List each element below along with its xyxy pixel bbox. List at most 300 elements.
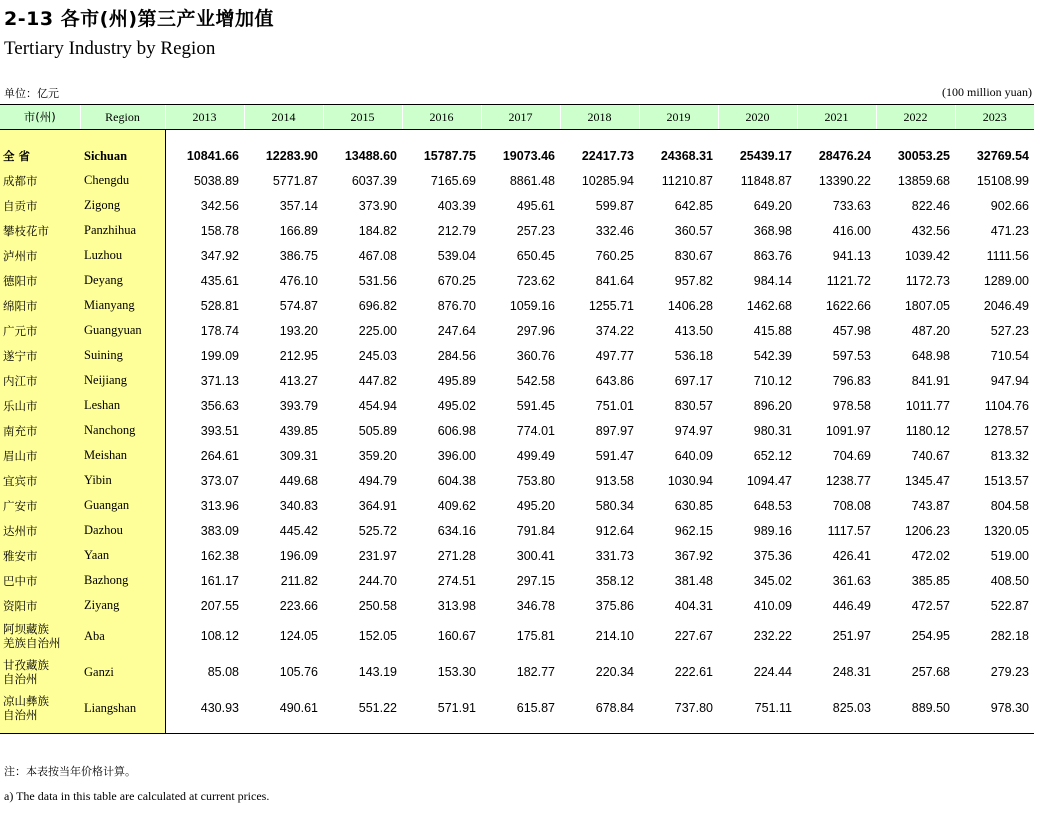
region-name-cn: 内江市: [0, 368, 80, 393]
region-name-cn: 雅安市: [0, 543, 80, 568]
value-cell: 371.13: [200, 373, 239, 388]
value-cell: 978.58: [832, 398, 871, 413]
value-cell: 439.85: [279, 423, 318, 438]
value-cell: 1320.05: [983, 523, 1029, 538]
value-cell: 15108.99: [976, 173, 1029, 188]
value-cell: 30053.25: [897, 149, 950, 163]
value-cell: 648.98: [911, 348, 950, 363]
value-cell: 193.20: [279, 323, 318, 338]
value-cell: 449.68: [279, 473, 318, 488]
value-cell: 495.02: [437, 398, 476, 413]
region-name-cn: 泸州市: [0, 243, 80, 268]
value-cell: 224.44: [753, 665, 792, 679]
column-header-year: 2016: [402, 105, 481, 130]
value-cell: 447.82: [358, 373, 397, 388]
column-header-year: 2017: [481, 105, 560, 130]
value-cell: 1180.12: [905, 423, 950, 438]
value-cell: 25439.17: [739, 149, 792, 163]
value-cell: 413.27: [279, 373, 318, 388]
region-name-en: Ganzi: [80, 654, 165, 690]
value-cell: 791.84: [516, 523, 555, 538]
value-cell: 551.22: [358, 701, 397, 715]
value-cell: 1513.57: [983, 473, 1029, 488]
value-cell: 182.77: [516, 665, 555, 679]
value-cell: 642.85: [674, 198, 713, 213]
value-cell: 737.80: [674, 701, 713, 715]
column-header-year: 2022: [876, 105, 955, 130]
value-cell: 1345.47: [904, 473, 950, 488]
region-name-en: Yibin: [80, 468, 165, 493]
value-cell: 178.74: [200, 323, 239, 338]
value-cell: 774.01: [516, 423, 555, 438]
value-cell: 358.12: [595, 573, 634, 588]
value-cell: 1104.76: [984, 398, 1029, 413]
column-header-year: 2018: [560, 105, 639, 130]
table-row: [0, 268, 1034, 293]
value-cell: 1059.16: [509, 298, 555, 313]
value-cell: 432.56: [911, 223, 950, 238]
table-row: [0, 193, 1034, 218]
value-cell: 347.92: [200, 248, 239, 263]
region-name-en: Nanchong: [80, 418, 165, 443]
value-cell: 373.07: [200, 473, 239, 488]
value-cell: 751.01: [595, 398, 634, 413]
value-cell: 313.98: [437, 598, 476, 613]
value-cell: 740.67: [911, 448, 950, 463]
value-cell: 409.62: [437, 498, 476, 513]
value-cell: 32769.54: [976, 149, 1029, 163]
value-cell: 108.12: [200, 629, 239, 643]
region-name-en: Sichuan: [80, 144, 165, 168]
table-row: [0, 318, 1034, 343]
value-cell: 897.97: [595, 423, 634, 438]
value-cell: 313.96: [200, 498, 239, 513]
value-cell: 648.53: [753, 498, 792, 513]
value-cell: 8861.48: [509, 173, 555, 188]
value-cell: 381.48: [674, 573, 713, 588]
value-cell: 257.68: [911, 665, 950, 679]
value-cell: 913.58: [595, 473, 634, 488]
value-cell: 250.58: [358, 598, 397, 613]
region-name-cn-line: 阿坝藏族: [3, 622, 49, 636]
value-cell: 11210.87: [661, 173, 713, 188]
value-cell: 528.81: [200, 298, 239, 313]
value-cell: 536.18: [674, 348, 713, 363]
value-cell: 396.00: [437, 448, 476, 463]
value-cell: 10841.66: [186, 149, 239, 163]
region-name-cn: 德阳市: [0, 268, 80, 293]
region-name-en: Dazhou: [80, 518, 165, 543]
region-name-cn: 巴中市: [0, 568, 80, 593]
value-cell: 374.22: [595, 323, 634, 338]
value-cell: 652.12: [753, 448, 792, 463]
value-cell: 223.66: [279, 598, 318, 613]
value-cell: 24368.31: [660, 149, 713, 163]
value-cell: 1091.97: [825, 423, 871, 438]
region-name-cn-line: 自治州: [3, 672, 38, 686]
value-cell: 297.15: [516, 573, 555, 588]
value-cell: 284.56: [437, 348, 476, 363]
region-name-cn: 遂宁市: [0, 343, 80, 368]
value-cell: 342.56: [200, 198, 239, 213]
value-cell: 385.85: [911, 573, 950, 588]
value-cell: 346.78: [516, 598, 555, 613]
value-cell: 710.54: [990, 348, 1029, 363]
value-cell: 214.10: [595, 629, 634, 643]
value-cell: 591.47: [595, 448, 634, 463]
value-cell: 753.80: [516, 473, 555, 488]
value-cell: 487.20: [911, 323, 950, 338]
column-header-year: 2020: [718, 105, 797, 130]
value-cell: 525.72: [358, 523, 397, 538]
region-name-en: Suining: [80, 343, 165, 368]
value-cell: 825.03: [832, 701, 871, 715]
value-cell: 7165.69: [430, 173, 476, 188]
region-name-en: Bazhong: [80, 568, 165, 593]
value-cell: 467.08: [358, 248, 397, 263]
value-cell: 10285.94: [581, 173, 634, 188]
value-cell: 539.04: [437, 248, 476, 263]
value-cell: 211.82: [280, 573, 318, 588]
value-cell: 522.87: [990, 598, 1029, 613]
region-name-en: Deyang: [80, 268, 165, 293]
table-row: [0, 518, 1034, 543]
value-cell: 457.98: [832, 323, 871, 338]
table-row: [0, 243, 1034, 268]
table-body: [0, 130, 1034, 734]
value-cell: 1011.77: [905, 398, 950, 413]
value-cell: 361.63: [832, 573, 871, 588]
value-cell: 386.75: [279, 248, 318, 263]
value-cell: 309.31: [279, 448, 318, 463]
column-header-year: 2019: [639, 105, 718, 130]
table-row: [0, 618, 1034, 654]
value-cell: 902.66: [990, 198, 1029, 213]
column-header-region-en: Region: [80, 105, 165, 130]
value-cell: 373.90: [358, 198, 397, 213]
table-row: [0, 493, 1034, 518]
value-cell: 279.23: [990, 665, 1029, 679]
value-cell: 454.94: [358, 398, 397, 413]
value-cell: 393.51: [200, 423, 239, 438]
value-cell: 393.79: [279, 398, 318, 413]
table-row: [0, 468, 1034, 493]
table-row: [0, 393, 1034, 418]
value-cell: 984.14: [753, 273, 792, 288]
data-table-container: [0, 104, 1034, 734]
value-cell: 360.57: [674, 223, 713, 238]
value-cell: 640.09: [674, 448, 713, 463]
value-cell: 497.77: [595, 348, 634, 363]
column-header-year: 2013: [165, 105, 244, 130]
value-cell: 199.09: [200, 348, 239, 363]
value-cell: 12283.90: [265, 149, 318, 163]
value-cell: 220.34: [595, 665, 634, 679]
value-cell: 13859.68: [897, 173, 950, 188]
spacer-row: [0, 130, 1034, 145]
value-cell: 830.57: [674, 398, 713, 413]
value-cell: 863.76: [753, 248, 792, 263]
value-cell: 495.20: [516, 498, 555, 513]
value-cell: 332.46: [595, 223, 634, 238]
value-cell: 505.89: [358, 423, 397, 438]
value-cell: 974.97: [674, 423, 713, 438]
value-cell: 375.86: [595, 598, 634, 613]
value-cell: 13488.60: [344, 149, 397, 163]
region-name-en: Panzhihua: [80, 218, 165, 243]
table-title-cn: 2-13 各市(州)第三产业增加值: [4, 8, 275, 30]
value-cell: 375.36: [753, 548, 792, 563]
value-cell: 760.25: [595, 248, 634, 263]
value-cell: 416.00: [832, 223, 871, 238]
value-cell: 490.61: [279, 701, 318, 715]
column-header-year: 2015: [323, 105, 402, 130]
value-cell: 160.67: [437, 629, 476, 643]
value-cell: 1094.47: [746, 473, 792, 488]
value-cell: 247.64: [437, 323, 476, 338]
value-cell: 2046.49: [983, 298, 1029, 313]
value-cell: 413.50: [674, 323, 713, 338]
value-cell: 527.23: [990, 323, 1029, 338]
region-name-cn: [0, 690, 80, 726]
region-name-en: Neijiang: [80, 368, 165, 393]
value-cell: 650.45: [516, 248, 555, 263]
table-row: [0, 368, 1034, 393]
value-cell: 19073.46: [502, 149, 555, 163]
value-cell: 105.76: [279, 665, 318, 679]
value-cell: 876.70: [437, 298, 476, 313]
value-cell: 599.87: [595, 198, 634, 213]
footnote-en: a) The data in this table are calculated at current prices.: [4, 789, 270, 803]
value-cell: 696.82: [358, 298, 397, 313]
region-name-cn: 广安市: [0, 493, 80, 518]
value-cell: 403.39: [437, 198, 476, 213]
value-cell: 22417.73: [581, 149, 634, 163]
value-cell: 426.41: [832, 548, 871, 563]
value-cell: 254.95: [911, 629, 950, 643]
table-row: [0, 654, 1034, 690]
value-cell: 359.20: [358, 448, 397, 463]
value-cell: 15787.75: [423, 149, 476, 163]
value-cell: 591.45: [516, 398, 555, 413]
value-cell: 978.30: [990, 701, 1029, 715]
value-cell: 1278.57: [983, 423, 1029, 438]
value-cell: 166.89: [279, 223, 318, 238]
value-cell: 542.39: [753, 348, 792, 363]
table-row: [0, 293, 1034, 318]
value-cell: 597.53: [832, 348, 871, 363]
value-cell: 1206.23: [904, 523, 950, 538]
value-cell: 274.51: [437, 573, 476, 588]
value-cell: 912.64: [595, 523, 634, 538]
value-cell: 408.50: [990, 573, 1029, 588]
value-cell: 604.38: [437, 473, 476, 488]
value-cell: 271.28: [437, 548, 476, 563]
region-name-en: Guangyuan: [80, 318, 165, 343]
value-cell: 300.41: [516, 548, 555, 563]
value-cell: 430.93: [200, 701, 239, 715]
value-cell: 1622.66: [825, 298, 871, 313]
value-cell: 161.17: [200, 573, 239, 588]
value-cell: 11848.87: [740, 173, 792, 188]
unit-label-en: (100 million yuan): [942, 85, 1032, 99]
value-cell: 257.23: [516, 223, 555, 238]
value-cell: 830.67: [674, 248, 713, 263]
region-name-cn: 资阳市: [0, 593, 80, 618]
region-name-cn: [0, 654, 80, 690]
region-name-en: Leshan: [80, 393, 165, 418]
value-cell: 494.79: [358, 473, 397, 488]
value-cell: 989.16: [753, 523, 792, 538]
value-cell: 85.08: [207, 665, 239, 679]
value-cell: 649.20: [753, 198, 792, 213]
region-name-cn: 绵阳市: [0, 293, 80, 318]
value-cell: 383.09: [200, 523, 239, 538]
value-cell: 5038.89: [193, 173, 239, 188]
value-cell: 212.95: [279, 348, 318, 363]
region-name-cn: 广元市: [0, 318, 80, 343]
value-cell: 245.03: [358, 348, 397, 363]
value-cell: 360.76: [516, 348, 555, 363]
value-cell: 962.15: [674, 523, 713, 538]
value-cell: 723.62: [516, 273, 555, 288]
value-cell: 264.61: [200, 448, 239, 463]
value-cell: 643.86: [595, 373, 634, 388]
region-name-en: Zigong: [80, 193, 165, 218]
value-cell: 175.81: [516, 629, 555, 643]
value-cell: 158.78: [200, 223, 239, 238]
value-cell: 751.11: [754, 701, 792, 715]
value-cell: 733.63: [832, 198, 871, 213]
table-row: [0, 690, 1034, 726]
value-cell: 231.97: [358, 548, 397, 563]
column-header-year: 2021: [797, 105, 876, 130]
value-cell: 345.02: [753, 573, 792, 588]
value-cell: 495.61: [516, 198, 555, 213]
footnote-cn: 注：本表按当年价格计算。: [4, 765, 136, 778]
value-cell: 222.61: [674, 665, 713, 679]
table-row: [0, 593, 1034, 618]
value-cell: 28476.24: [818, 149, 871, 163]
value-cell: 364.91: [358, 498, 397, 513]
table-row: [0, 443, 1034, 468]
column-header-year: 2014: [244, 105, 323, 130]
value-cell: 704.69: [832, 448, 871, 463]
value-cell: 841.91: [911, 373, 950, 388]
value-cell: 196.09: [279, 548, 318, 563]
value-cell: 225.00: [358, 323, 397, 338]
region-name-cn: 全 省: [0, 144, 80, 168]
value-cell: 446.49: [832, 598, 871, 613]
region-name-en: Ziyang: [80, 593, 165, 618]
value-cell: 1111.56: [986, 248, 1029, 263]
value-cell: 153.30: [437, 665, 476, 679]
value-cell: 1255.71: [588, 298, 634, 313]
region-name-cn: [0, 618, 80, 654]
value-cell: 495.89: [437, 373, 476, 388]
value-cell: 232.22: [753, 629, 792, 643]
tertiary-industry-table: [0, 104, 1034, 734]
value-cell: 574.87: [279, 298, 318, 313]
value-cell: 678.84: [595, 701, 634, 715]
value-cell: 472.02: [911, 548, 950, 563]
value-cell: 957.82: [674, 273, 713, 288]
spacer-row: [0, 726, 1034, 734]
value-cell: 710.12: [753, 373, 792, 388]
value-cell: 368.98: [753, 223, 792, 238]
value-cell: 435.61: [200, 273, 239, 288]
value-cell: 1039.42: [904, 248, 950, 263]
value-cell: 670.25: [437, 273, 476, 288]
value-cell: 207.55: [200, 598, 239, 613]
table-row: [0, 168, 1034, 193]
value-cell: 212.79: [437, 223, 476, 238]
value-cell: 519.00: [990, 548, 1029, 563]
value-cell: 697.17: [674, 373, 713, 388]
region-name-en: Mianyang: [80, 293, 165, 318]
column-header-region-cn: 市(州): [0, 105, 80, 130]
region-name-cn-line: 自治州: [3, 708, 38, 722]
table-row: [0, 418, 1034, 443]
value-cell: 841.64: [595, 273, 634, 288]
region-name-en: Meishan: [80, 443, 165, 468]
column-header-year: 2023: [955, 105, 1034, 130]
value-cell: 1121.72: [826, 273, 871, 288]
value-cell: 1172.73: [905, 273, 950, 288]
value-cell: 13390.22: [818, 173, 871, 188]
value-cell: 357.14: [279, 198, 318, 213]
region-name-en: Guangan: [80, 493, 165, 518]
region-name-cn: 攀枝花市: [0, 218, 80, 243]
value-cell: 162.38: [200, 548, 239, 563]
unit-label-cn: 单位：亿元: [4, 87, 59, 100]
table-title-en: Tertiary Industry by Region: [4, 38, 216, 59]
region-name-cn: 宜宾市: [0, 468, 80, 493]
value-cell: 708.08: [832, 498, 871, 513]
value-cell: 404.31: [674, 598, 713, 613]
value-cell: 743.87: [911, 498, 950, 513]
region-name-cn-line: 甘孜藏族: [3, 658, 49, 672]
region-name-en: Aba: [80, 618, 165, 654]
value-cell: 634.16: [437, 523, 476, 538]
value-cell: 471.23: [990, 223, 1029, 238]
value-cell: 227.67: [674, 629, 713, 643]
table-row: [0, 568, 1034, 593]
region-name-en: Yaan: [80, 543, 165, 568]
region-name-cn-line: 羌族自治州: [3, 636, 61, 650]
table-row: [0, 218, 1034, 243]
value-cell: 606.98: [437, 423, 476, 438]
table-row-total: [0, 144, 1034, 168]
value-cell: 804.58: [990, 498, 1029, 513]
region-name-cn: 成都市: [0, 168, 80, 193]
value-cell: 445.42: [279, 523, 318, 538]
value-cell: 251.97: [832, 629, 871, 643]
value-cell: 630.85: [674, 498, 713, 513]
value-cell: 244.70: [358, 573, 397, 588]
region-name-cn: 眉山市: [0, 443, 80, 468]
value-cell: 331.73: [595, 548, 634, 563]
value-cell: 5771.87: [272, 173, 318, 188]
value-cell: 340.83: [279, 498, 318, 513]
value-cell: 1117.57: [827, 523, 871, 538]
value-cell: 542.58: [516, 373, 555, 388]
header-row: [0, 105, 1034, 130]
value-cell: 248.31: [832, 665, 871, 679]
value-cell: 143.19: [358, 665, 397, 679]
region-name-cn-line: 凉山彝族: [3, 694, 49, 708]
value-cell: 1030.94: [667, 473, 713, 488]
